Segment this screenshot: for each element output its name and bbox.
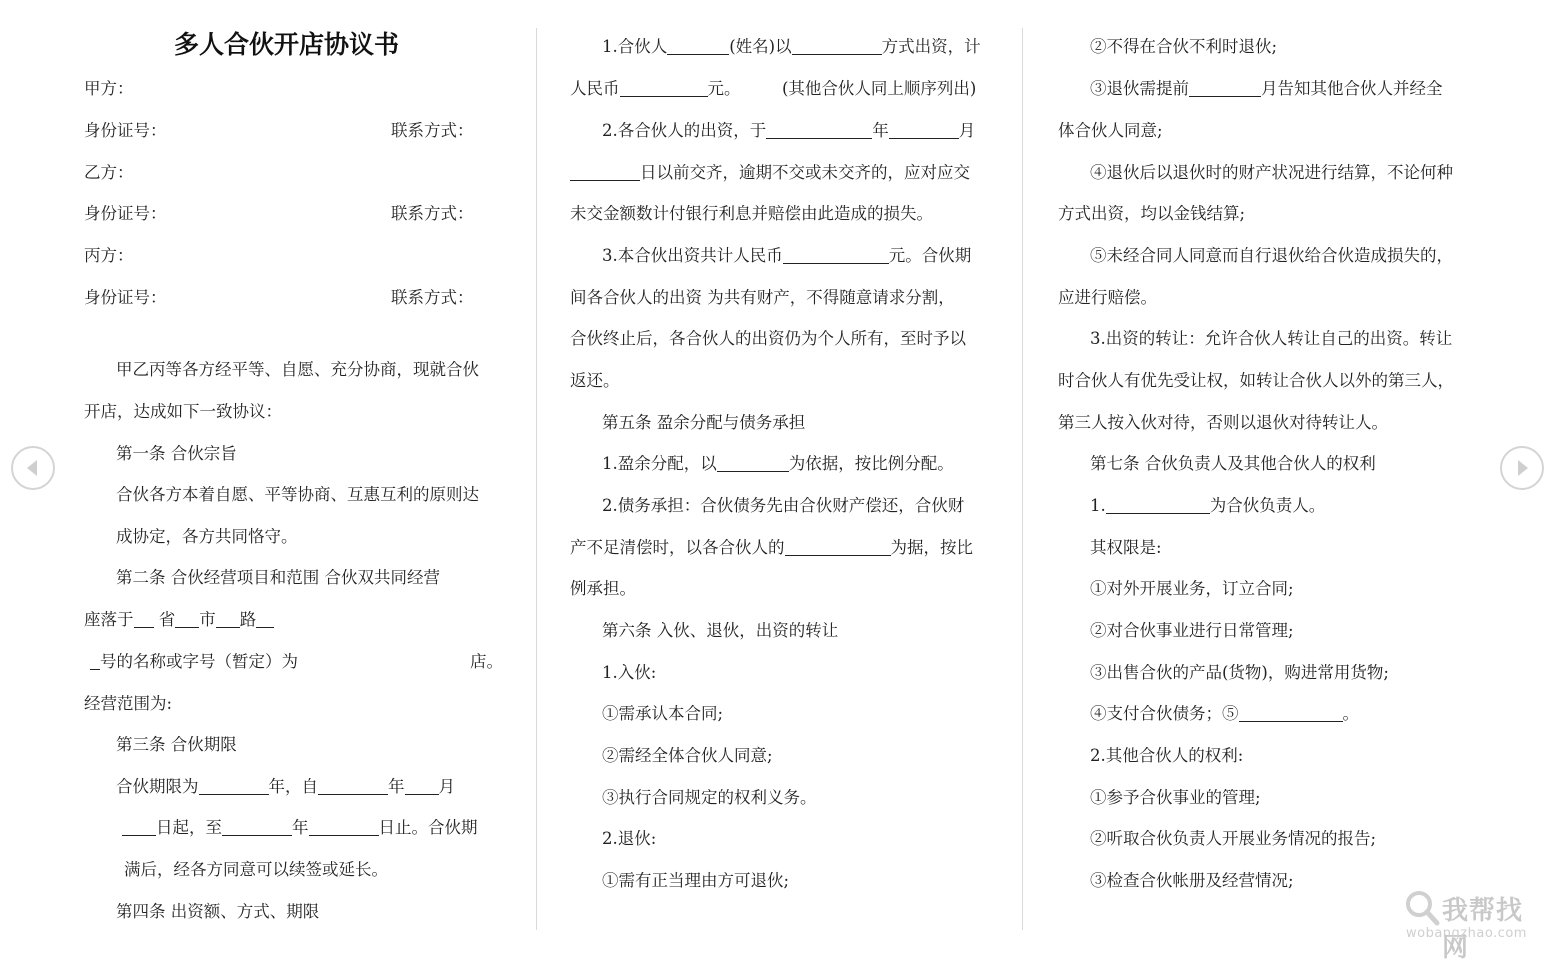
paragraph-line: 开店，达成如下一致协议： (84, 402, 282, 421)
paragraph-line: 合伙各方本着自愿、平等协商、互惠互利的原则达 (116, 485, 479, 504)
page-column-1 (84, 26, 504, 930)
list-item: 1.入伙: (602, 663, 657, 682)
list-item: 2.其他合伙人的权利: (1090, 746, 1244, 765)
paragraph-line: 1. 为合伙负责人。 (1090, 496, 1326, 515)
blank-field (620, 78, 708, 97)
blank-field (309, 817, 379, 836)
blank-field (405, 776, 439, 795)
blank-field (134, 609, 154, 628)
paragraph-line: 方式出资，均以金钱结算; (1058, 204, 1246, 223)
list-item: ②听取合伙负责人开展业务情况的报告; (1090, 829, 1377, 848)
article-heading: 第六条 入伙、退伙，出资的转让 (602, 621, 839, 640)
paragraph-line: 1.合伙人 (姓名)以 方式出资，计 (602, 37, 981, 56)
blank-field (216, 609, 240, 628)
list-item: ③执行合同规定的权利义务。 (602, 788, 817, 807)
list-item: ④退伙后以退伙时的财产状况进行结算，不论何种 (1090, 163, 1453, 182)
magnifier-icon (1402, 888, 1442, 928)
paragraph-line: 第三人按入伙对待，否则以退伙对待转让人。 (1058, 413, 1388, 432)
paragraph-line: 3.出资的转让：允许合伙人转让自己的出资。转让 (1090, 329, 1453, 348)
blank-field (199, 776, 269, 795)
party-c-label: 丙方： (84, 246, 134, 265)
paragraph-line: 时合伙人有优先受让权，如转让合伙人以外的第三人， (1058, 371, 1454, 390)
blank-field (785, 537, 891, 556)
chevron-right-icon (1502, 448, 1542, 488)
blank-field (122, 817, 156, 836)
id-number-label: 身份证号： (84, 121, 167, 140)
blank-field (717, 453, 789, 472)
list-item: ③出售合伙的产品(货物)，购进常用货物; (1090, 663, 1389, 682)
list-item: ③检查合伙帐册及经营情况; (1090, 871, 1294, 890)
article-heading: 第三条 合伙期限 (116, 735, 237, 754)
paragraph-line: 其权限是: (1090, 538, 1162, 557)
article-heading: 第七条 合伙负责人及其他合伙人的权利 (1090, 454, 1376, 473)
address-line: 座落于 省 市 路 (84, 609, 274, 631)
paragraph-line: 2.债务承担：合伙债务先由合伙财产偿还，合伙财 (602, 496, 965, 515)
paragraph-line: 例承担。 (570, 579, 636, 598)
contact-label: 联系方式： (391, 204, 474, 223)
blank-field (667, 36, 729, 55)
column-divider (536, 28, 537, 930)
blank-field (222, 817, 292, 836)
blank-field (570, 162, 640, 181)
paragraph-line: 成协定，各方共同恪守。 (116, 527, 298, 546)
article-heading: 第一条 合伙宗旨 (116, 444, 237, 463)
party-b-label: 乙方： (84, 163, 134, 182)
paragraph-line: 体合伙人同意; (1058, 121, 1163, 140)
term-line: 日起，至 年 日止。合伙期 (122, 817, 478, 839)
blank-field (318, 776, 388, 795)
id-number-label: 身份证号： (84, 288, 167, 307)
list-item: ①参予合伙事业的管理; (1090, 788, 1261, 807)
paragraph-line: 合伙终止后，各合伙人的出资仍为个人所有，至时予以 (570, 329, 966, 348)
list-item: ②需经全体合伙人同意; (602, 746, 773, 765)
paragraph-line: 人民币 元。 (570, 79, 741, 98)
paragraph-line: 1.盈余分配，以 为依据，按比例分配。 (602, 454, 954, 473)
list-item: 2.退伙: (602, 829, 657, 848)
article-heading: 第二条 合伙经营项目和范围 合伙双共同经营 (116, 568, 440, 587)
blank-field (1106, 495, 1210, 514)
paragraph-line: 日以前交齐，逾期不交或未交齐的，应对应交 (570, 162, 970, 184)
list-item: ②不得在合伙不利时退伙; (1090, 37, 1278, 56)
list-item: ③退伙需提前 月告知其他合伙人并经全 (1090, 79, 1443, 98)
paragraph-line: 间各合伙人的出资 为共有财产，不得随意请求分割， (570, 288, 955, 307)
term-line: 合伙期限为 年，自 年 月 (116, 777, 455, 796)
paragraph-line: 未交金额数计付银行利息并赔偿由此造成的损失。 (570, 204, 933, 223)
shop-name-line: 号的名称或字号（暂定）为 (90, 651, 298, 673)
chevron-left-icon (13, 448, 53, 488)
paragraph-line: 返还。 (570, 371, 620, 390)
list-item: ①需有正当理由方可退伙; (602, 871, 790, 890)
paragraph-line: 3.本合伙出资共计人民币 元。合伙期 (602, 246, 972, 265)
list-item: ①对外开展业务，订立合同; (1090, 579, 1294, 598)
paragraph-note: (其他合伙人同上顺序列出) (782, 79, 977, 98)
blank-field (256, 609, 274, 628)
article-heading: 第四条 出资额、方式、期限 (116, 902, 320, 921)
business-scope-label: 经营范围为: (84, 694, 173, 713)
paragraph-line: 甲乙丙等各方经平等、自愿、充分协商，现就合伙 (116, 360, 479, 379)
list-item: ②对合伙事业进行日常管理; (1090, 621, 1294, 640)
blank-field (1189, 78, 1261, 97)
blank-field (889, 120, 959, 139)
id-number-label: 身份证号： (84, 204, 167, 223)
column-divider (1022, 28, 1023, 930)
page-column-2 (570, 26, 990, 930)
list-item: ④支付合伙债务；⑤ 。 (1090, 704, 1359, 723)
article-heading: 第五条 盈余分配与债务承担 (602, 413, 806, 432)
blank-field (792, 36, 882, 55)
paragraph-line: 2.各合伙人的出资，于 年 月 (602, 121, 976, 140)
list-item: ①需承认本合同; (602, 704, 724, 723)
prev-page-button[interactable] (11, 446, 55, 490)
watermark-name: 我帮找网 (1442, 896, 1524, 963)
list-item: ⑤未经合同人同意而自行退伙给合伙造成损失的， (1090, 246, 1453, 265)
contact-label: 联系方式： (391, 288, 474, 307)
blank-field (90, 651, 100, 670)
paragraph-line: 产不足清偿时，以各合伙人的 为据，按比 (570, 538, 973, 557)
paragraph-line: 满后，经各方同意可以续签或延长。 (124, 860, 388, 879)
watermark-domain: wobangzhao.com (1406, 926, 1527, 941)
shop-suffix: 店。 (470, 652, 503, 671)
page-column-3 (1058, 26, 1478, 930)
blank-field (175, 609, 199, 628)
paragraph-line: 应进行赔偿。 (1058, 288, 1157, 307)
document-title: 多人合伙开店协议书 (174, 30, 400, 59)
blank-field (783, 245, 889, 264)
party-a-label: 甲方： (84, 79, 134, 98)
contact-label: 联系方式： (391, 121, 474, 140)
blank-field (1239, 703, 1343, 722)
next-page-button[interactable] (1500, 446, 1544, 490)
site-watermark (1398, 886, 1548, 963)
blank-field (766, 120, 872, 139)
